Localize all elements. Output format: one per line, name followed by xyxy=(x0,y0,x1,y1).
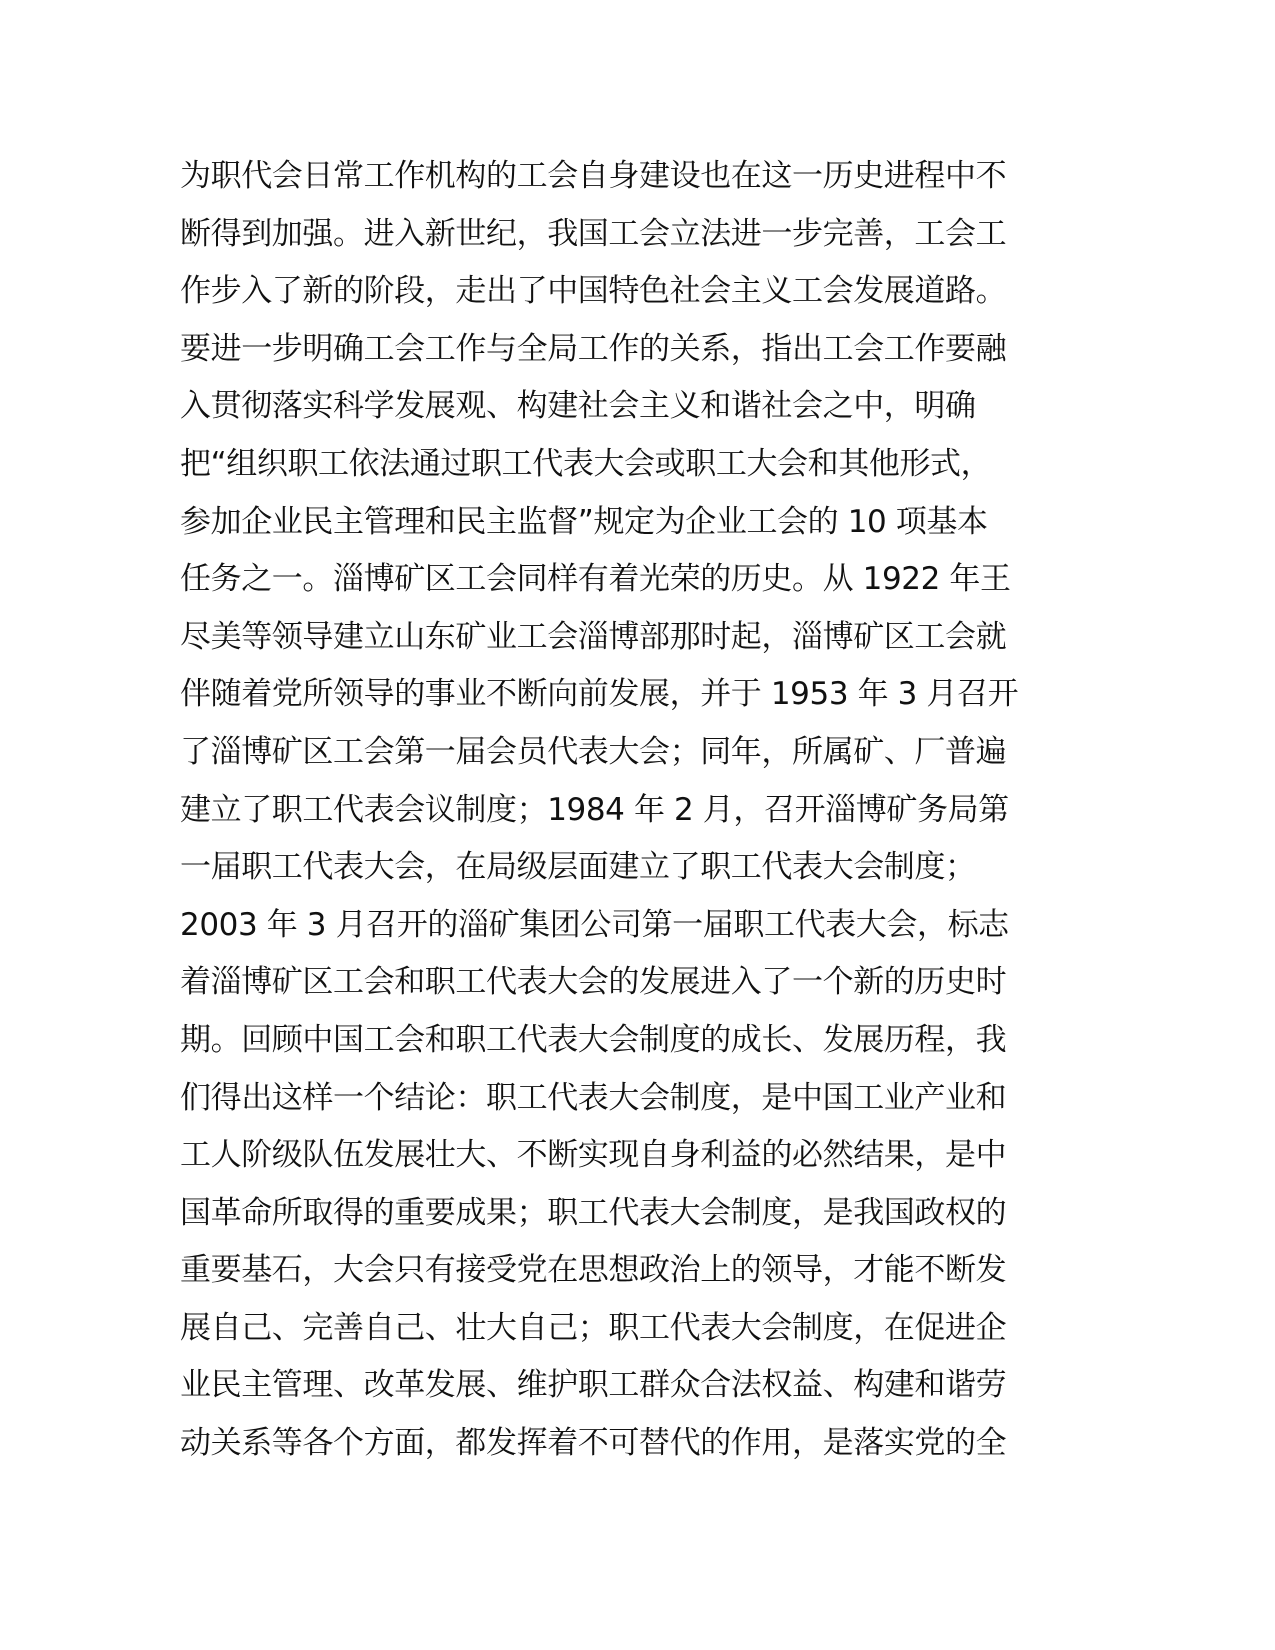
body-text xyxy=(180,148,1060,1473)
text-line: 为职代会日常工作机构的工会自身建设也在这一历史进程中不 xyxy=(180,158,1007,194)
text-line: 断得到加强。进入新世纪，我国工会立法进一步完善，工会工 xyxy=(180,215,1007,252)
text-line: 任务之一。淄博矿区工会同样有着光荣的历史。从 1922 年王 xyxy=(180,561,1011,598)
text-line: 动关系等各个方面，都发挥着不可替代的作用，是落实党的全 xyxy=(180,1425,1007,1462)
text-line: 期。回顾中国工会和职工代表大会制度的成长、发展历程，我 xyxy=(180,1021,1007,1058)
text-line: 了淄博矿区工会第一届会员代表大会；同年，所属矿、厂普遍 xyxy=(180,733,1007,770)
text-line: 2003 年 3 月召开的淄矿集团公司第一届职工代表大会，标志 xyxy=(180,906,1009,943)
text-line: 展自己、完善自己、壮大自己；职工代表大会制度，在促进企 xyxy=(180,1309,1007,1346)
text-line: 着淄博矿区工会和职工代表大会的发展进入了一个新的历史时 xyxy=(180,964,1007,1001)
text-line: 工人阶级队伍发展壮大、不断实现自身利益的必然结果，是中 xyxy=(180,1137,1007,1174)
text-line: 参加企业民主管理和民主监督”规定为企业工会的 10 项基本 xyxy=(180,503,988,540)
text-line: 国革命所取得的重要成果；职工代表大会制度，是我国政权的 xyxy=(180,1194,1007,1231)
text-line: 作步入了新的阶段，走出了中国特色社会主义工会发展道路。 xyxy=(180,273,1007,310)
text-line: 尽美等领导建立山东矿业工会淄博部那时起，淄博矿区工会就 xyxy=(180,618,1007,655)
text-line: 重要基石，大会只有接受党在思想政治上的领导，才能不断发 xyxy=(180,1252,1007,1289)
text-line: 建立了职工代表会议制度；1984 年 2 月，召开淄博矿务局第 xyxy=(180,791,1009,828)
text-line: 业民主管理、改革发展、维护职工群众合法权益、构建和谐劳 xyxy=(180,1367,1007,1404)
text-line: 伴随着党所领导的事业不断向前发展，并于 1953 年 3 月召开 xyxy=(180,676,1019,713)
text-line: 要进一步明确工会工作与全局工作的关系，指出工会工作要融 xyxy=(180,330,1007,367)
text-line: 一届职工代表大会，在局级层面建立了职工代表大会制度； xyxy=(180,849,976,886)
text-line: 把“组织职工依法通过职工代表大会或职工大会和其他形式， xyxy=(180,445,992,482)
text-line: 入贯彻落实科学发展观、构建社会主义和谐社会之中，明确 xyxy=(180,388,976,425)
text-line: 们得出这样一个结论：职工代表大会制度，是中国工业产业和 xyxy=(180,1079,1007,1116)
